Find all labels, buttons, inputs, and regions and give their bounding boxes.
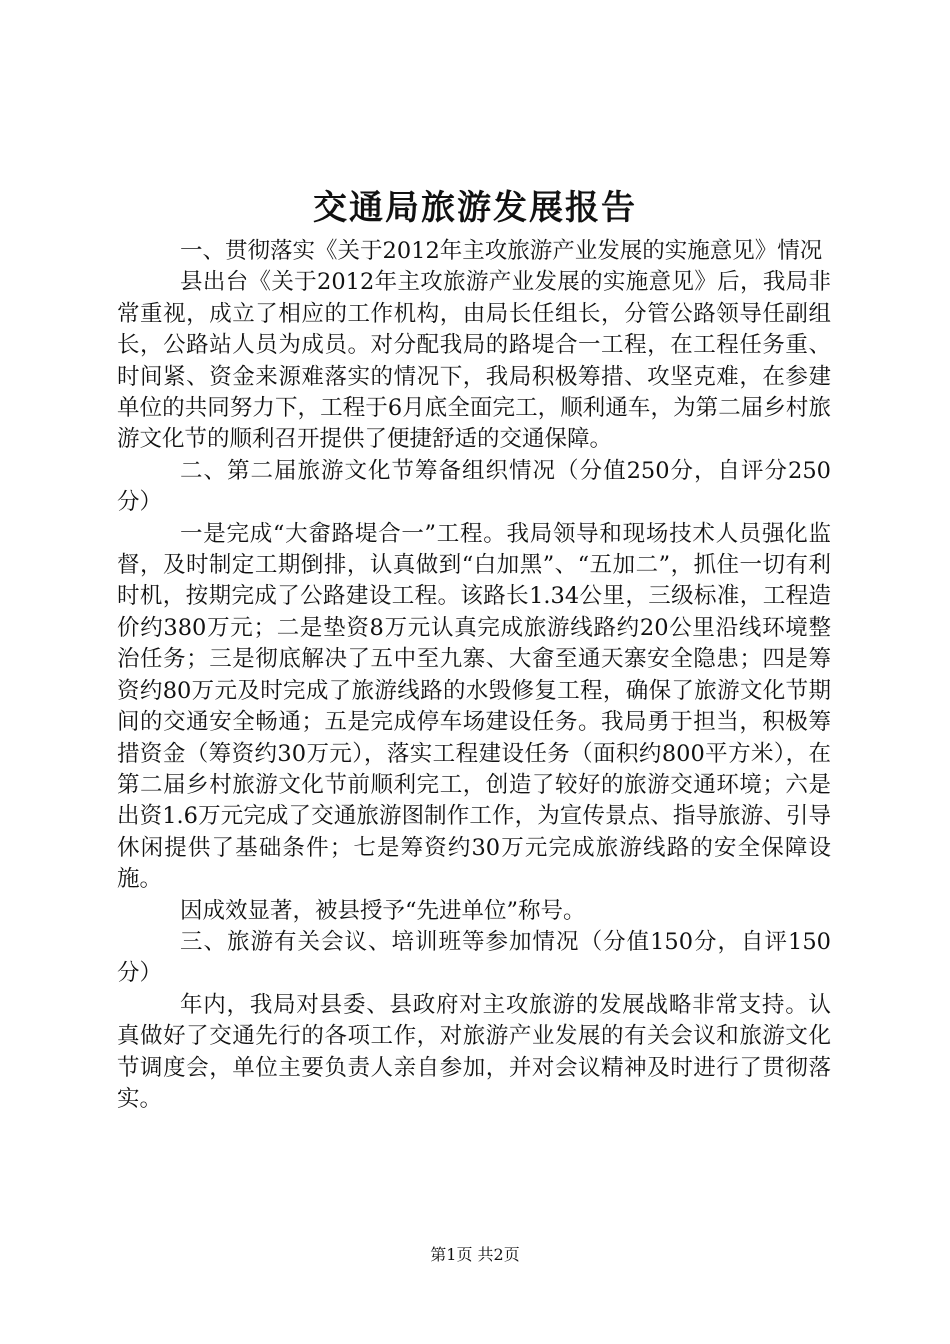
section-heading-2: 二、第二届旅游文化节筹备组织情况（分值250分，自评分250分） <box>117 457 831 516</box>
paragraph-3: 因成效显著，被县授予“先进单位”称号。 <box>180 897 586 924</box>
paragraph-2: 一是完成“大畲路堤合一”工程。我局领导和现场技术人员强化监督，及时制定工期倒排，认真做到“白加黑”、“五加二”，抓住一切有利时机，按期完成了公路建设工程。该路长1.34公里，三级标准，工程造价约380万元；二是垫资8万元认真完成旅游线路约20公里沿线环境整治任务；三是彻底解决了五中至九寨、大畲至通天寨安全隐患；四是筹资约80万元及时完成了旅游线路的水毁修复工程，确保了旅游文化节期间的交通安全畅通；五是完成停车场建设任务。我局勇于担当，积极筹措资金（筹资约30万元），落实工程建设任务（面积约800平方米），在第二届乡村旅游文化节前顺利完工，创造了较好的旅游交通环境；六是出资1.6万元完成了交通旅游图制作工作，为宣传景点、指导旅游、引导休闲提供了基础条件；七是筹资约30万元完成旅游线路的安全保障设施。 <box>117 520 831 893</box>
document-title: 交通局旅游发展报告 <box>313 188 637 228</box>
section-heading-1: 一、贯彻落实《关于2012年主攻旅游产业发展的实施意见》情况 <box>180 238 823 264</box>
paragraph-1: 县出台《关于2012年主攻旅游产业发展的实施意见》后，我局非常重视，成立了相应的工作机构，由局长任组长，分管公路领导任副组长，公路站人员为成员。对分配我局的路堤合一工程，在工程任务重、时间紧、资金来源难落实的情况下，我局积极筹措、攻坚克难，在参建单位的共同努力下，工程于6月底全面完工，顺利通车，为第二届乡村旅游文化节的顺利召开提供了便捷舒适的交通保障。 <box>117 269 831 453</box>
section-heading-3: 三、旅游有关会议、培训班等参加情况（分值150分，自评150分） <box>117 928 831 987</box>
document-body <box>117 236 831 1115</box>
paragraph-4: 年内，我局对县委、县政府对主攻旅游的发展战略非常支持。认真做好了交通先行的各项工作，对旅游产业发展的有关会议和旅游文化节调度会，单位主要负责人亲自参加，并对会议精神及时进行了贯彻落实。 <box>117 991 831 1112</box>
page-number-footer: 第1页 共2页 <box>430 1245 520 1264</box>
